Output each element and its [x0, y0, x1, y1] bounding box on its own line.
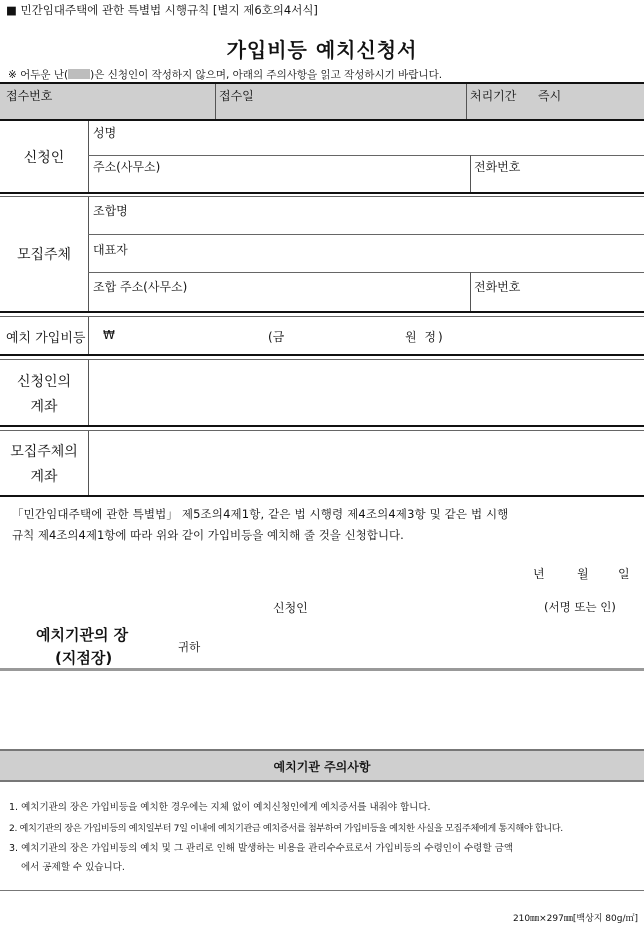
caution-item-continuation: 에서 공제할 수 있습니다.	[21, 862, 125, 873]
applicant-phone-label[interactable]: 전화번호	[474, 160, 521, 174]
rule	[0, 311, 644, 313]
divider	[215, 84, 216, 119]
recipient-subtitle: (지점장)	[55, 649, 113, 667]
rule	[88, 234, 644, 235]
receipt-number-label: 접수번호	[6, 89, 53, 103]
rule	[0, 780, 644, 782]
date-year[interactable]: 년	[533, 567, 545, 581]
recipient-honorific: 귀하	[178, 640, 201, 654]
rule	[88, 272, 644, 273]
processing-period-label: 처리기간	[470, 89, 517, 103]
receipt-date-label: 접수일	[219, 89, 254, 103]
applicant-name-label[interactable]: 성명	[93, 126, 117, 140]
applicant-address-label[interactable]: 주소(사무소)	[93, 160, 161, 174]
cautions-heading: 예치기관 주의사항	[273, 760, 371, 774]
page-title: 가입비등 예치신청서	[226, 38, 418, 62]
recruiter-phone-label[interactable]: 전화번호	[474, 280, 521, 294]
applicant-account-label-line1: 신청인의	[16, 374, 72, 390]
rule	[0, 316, 644, 317]
applicant-account-label-line2: 계좌	[30, 399, 58, 415]
divider	[470, 155, 471, 192]
paper-spec: 210㎜×297㎜[백상지 80g/㎡]	[512, 914, 638, 924]
recruiter-account-label-line2: 계좌	[30, 469, 58, 485]
recruiter-account-label-line1: 모집주체의	[10, 444, 78, 460]
union-name-label[interactable]: 조합명	[93, 204, 128, 218]
rule	[0, 196, 644, 197]
union-address-label[interactable]: 조합 주소(사무소)	[93, 280, 188, 294]
amount-close: 원 정)	[405, 330, 445, 344]
recruiter-section-label: 모집주체	[16, 247, 72, 263]
statement-line-2: 규칙 제4조의4제1항에 따라 위와 같이 가입비등을 예치해 줄 것을 신청합니다.	[12, 528, 404, 542]
rule	[0, 890, 644, 891]
rule	[0, 359, 644, 360]
rule	[0, 430, 644, 431]
form-reference: ■ 민간임대주택에 관한 특별법 시행규칙 [별지 제6호의4서식]	[6, 3, 318, 17]
divider	[88, 317, 89, 354]
signer-label: 신청인	[273, 601, 308, 615]
caution-item: 1. 예치기관의 장은 가입비등을 예치한 경우에는 지체 없이 예치신청인에게 예치증서를 내줘야 합니다.	[9, 802, 431, 813]
currency-symbol[interactable]: ₩	[103, 328, 115, 342]
recruiter-account-field[interactable]	[89, 433, 644, 493]
deposit-section-label: 예치 가입비등	[6, 331, 86, 346]
rule	[0, 192, 644, 194]
applicant-account-field[interactable]	[89, 362, 644, 424]
divider	[466, 84, 467, 119]
representative-label[interactable]: 대표자	[93, 243, 128, 257]
rule	[0, 354, 644, 356]
divider	[88, 197, 89, 311]
rule	[0, 119, 644, 121]
signature-field[interactable]: (서명 또는 인)	[544, 600, 616, 614]
shaded-box-sample	[68, 69, 90, 79]
rule	[0, 668, 644, 671]
caution-item: 2. 예치기관의 장은 가입비등의 예치일부터 7일 이내에 예치기관금 예치증서를 첨부하여 가입비등을 예치한 사실을 모집주체에게 통지해야 합니다.	[9, 823, 563, 834]
rule	[0, 425, 644, 427]
rule	[0, 495, 644, 497]
applicant-section-label: 신청인	[23, 150, 65, 166]
statement-line-1: 「민간임대주택에 관한 특별법」 제5조의4제1항, 같은 법 시행령 제4조의4제3항 및 같은 법 시행	[12, 507, 509, 521]
divider	[470, 272, 471, 311]
notice-prefix: ※ 어두운 난(	[8, 69, 69, 81]
rule	[88, 155, 644, 156]
date-day[interactable]: 일	[618, 567, 630, 581]
divider	[88, 121, 89, 192]
notice-line	[8, 67, 442, 82]
date-month[interactable]: 월	[577, 567, 589, 581]
notice-suffix: )은 신청인이 작성하지 않으며, 아래의 주의사항을 읽고 작성하시기 바랍니다.	[90, 69, 443, 81]
amount-open: (금	[268, 330, 285, 344]
caution-item: 3. 예치기관의 장은 가입비등의 예치 및 그 관리로 인해 발생하는 비용을 관리수수료로서 가입비등의 수령인이 수령할 금액	[9, 843, 514, 854]
recipient-title: 예치기관의 장	[36, 626, 129, 644]
processing-period-value: 즉시	[538, 89, 562, 103]
